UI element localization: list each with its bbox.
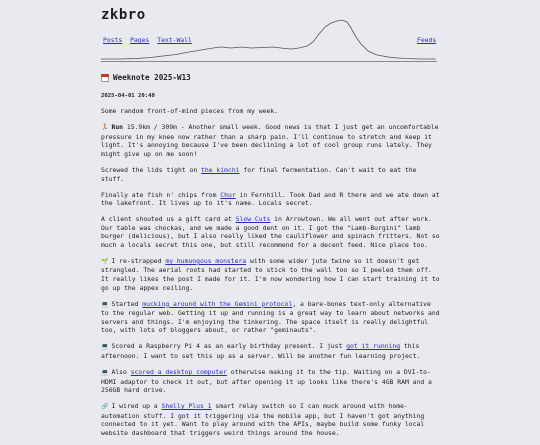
kimchi-link[interactable]: the kimchi	[201, 165, 240, 174]
text: Screwed the lids tight on	[101, 165, 202, 174]
text: this afternoon. I want to set this up as a server. Will be another fun learning project.	[101, 342, 421, 360]
pi-link[interactable]: got it running	[346, 342, 401, 351]
laptop-icon: 💻	[101, 343, 109, 351]
top-nav	[103, 36, 196, 44]
run-text: 15.9km / 309m - Another small week. Good news is that I just get an uncomfortable pressure in my knee now rather than a sharp pain. I'll continue to stretch and keep it light. It's annoying because I've been declining a lot of cool group runs lately. They might give up on me soon!	[101, 123, 439, 158]
chur-paragraph	[101, 191, 441, 208]
shelly-link[interactable]: Shelly Plus 1	[161, 402, 212, 411]
desktop-paragraph	[101, 368, 441, 395]
laptop-icon: 💻	[101, 300, 109, 308]
link-icon: 🔗	[101, 403, 109, 411]
text: Started	[111, 299, 143, 308]
runner-icon: 🏃	[101, 124, 109, 132]
text: in Arrowtown. We all went out after work. Our table was chockas, and we made a good dent on it. I got the "Lamb-Burgini" lamb burger (delicious), but I also really liked the cauliflower and spinach fritters. Not so much a locals secret this one, but still recommend for a decent feed. Nice place too.	[101, 215, 440, 249]
chur-link[interactable]: Chur	[220, 190, 236, 199]
text: Also	[111, 367, 131, 376]
pi-paragraph	[101, 342, 441, 360]
run-label: Run	[111, 123, 124, 132]
text: with some wider jute twine so it doesn't get strangled. The aerial roots had started to stick to the wall too so I peeled them off. It really likes the post I made for it. I'm now wondering how I can start training it to go up the appex ceiling.	[101, 256, 440, 292]
intro-paragraph: Some random front-of-mind pieces from my week.	[101, 107, 278, 116]
text: smart relay switch so I can muck around with home-automation stuff. I got it triggering via the mobile app, but I haven't got anything connected to it yet. Want to play around with the APIs, maybe build some funky local website dashboard that triggers weird things around the house.	[101, 402, 425, 437]
nav-feeds[interactable]: Feeds	[417, 36, 437, 44]
plant-icon: 🌱	[101, 257, 109, 265]
run-paragraph	[101, 123, 441, 158]
text: I wired up a	[111, 402, 162, 411]
text: for final fermentation. Can't wait to eat the stuff.	[101, 165, 417, 183]
text: otherwise making it to the tip. Waiting on a DVI-to-HDMI adaptor to check it out, but after opening it up looks like there's 4GB RAM and a 256GB hard drive.	[101, 367, 432, 395]
monstera-paragraph	[101, 257, 441, 292]
nav-posts[interactable]: Posts	[103, 36, 123, 44]
text: in Fernhill. Took Dad and R there and we ate down at the lakefront. It lives up to it's name. Locals secret.	[101, 190, 440, 208]
post-content	[101, 74, 441, 445]
kimchi-paragraph	[101, 166, 441, 183]
calendar-icon	[101, 74, 109, 82]
post-title-text: Weeknote 2025-W13	[113, 73, 191, 82]
site-title[interactable]: zkbro	[101, 7, 146, 23]
shelly-paragraph	[101, 402, 441, 437]
post-date: 2025-04-01 20:40	[101, 92, 155, 99]
text: A client shouted us a gift card at	[101, 215, 236, 224]
laptop-icon: 💻	[101, 368, 109, 376]
gemini-link[interactable]: mucking around with the Gemini protocol	[142, 299, 293, 308]
slow-cuts-paragraph	[101, 215, 441, 249]
gemini-paragraph	[101, 300, 441, 335]
header-divider	[101, 61, 437, 62]
post-title	[101, 74, 441, 83]
monstera-link[interactable]: my humungous monstera	[165, 256, 247, 265]
text: Finally ate fish n' chips from	[101, 190, 221, 199]
slow-cuts-link[interactable]: Slow Cuts	[235, 215, 271, 224]
desktop-link[interactable]: scored a desktop computer	[130, 367, 227, 376]
text: , a bare-bones text-only alternative to the regular web. Getting it up and running is a great way to learn about networks and servers and things. I'm enjoying the tinkering. The space itself is really delightful too, with lots of bloggers about, or rather "geminauts".	[101, 299, 440, 335]
text: Scored a Raspberry Pi 4 as an early birthday present. I just	[111, 342, 347, 351]
nav-pages[interactable]: Pages	[130, 36, 150, 44]
text: I re-strapped	[111, 256, 166, 265]
nav-text-wall[interactable]: Text-Wall	[157, 36, 192, 44]
